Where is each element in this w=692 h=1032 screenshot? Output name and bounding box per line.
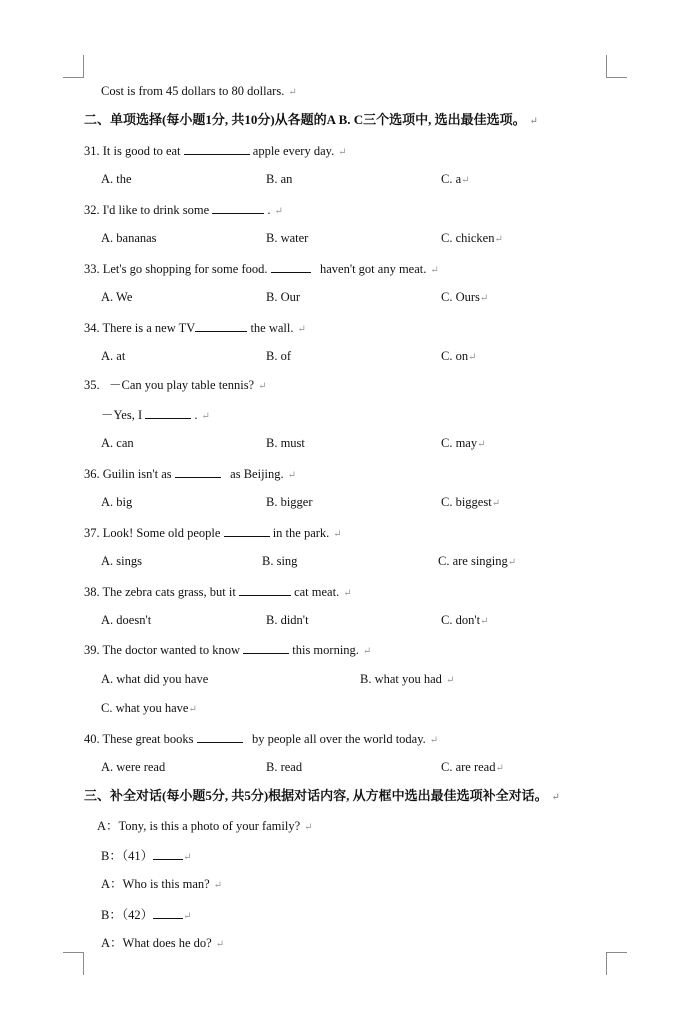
option-b-32: B. water xyxy=(266,231,309,245)
answer-blank[interactable] xyxy=(175,465,221,478)
option-c-38: C. don't↵ xyxy=(441,613,489,627)
paragraph-mark: ↵ xyxy=(479,293,489,304)
paragraph-mark: ↵ xyxy=(494,234,503,245)
crop-mark-bottom-left xyxy=(63,952,84,975)
paragraph-mark: ↵ xyxy=(507,557,517,568)
answer-blank[interactable] xyxy=(145,406,191,419)
option-a-40: A. were read xyxy=(101,760,166,774)
option-a-35: A. can xyxy=(101,436,134,450)
paragraph-mark: ↵ xyxy=(258,381,267,392)
paragraph-mark: ↵ xyxy=(491,498,501,509)
paragraph-mark: ↵ xyxy=(183,911,192,922)
paragraph-mark: ↵ xyxy=(477,439,486,450)
paragraph-mark: ↵ xyxy=(429,735,439,746)
option-b-40: B. read xyxy=(266,760,303,774)
answer-blank[interactable] xyxy=(197,730,243,743)
crop-mark-top-right xyxy=(606,55,627,78)
intro-line: Cost is from 45 dollars to 80 dollars. ↵ xyxy=(101,84,297,98)
paragraph-mark: ↵ xyxy=(213,880,223,891)
dialogue-line-3: A：Who is this man? ↵ xyxy=(101,877,223,891)
paragraph-mark: ↵ xyxy=(288,87,297,98)
question-35: 35. －Can you play table tennis? ↵ xyxy=(84,378,267,392)
crop-mark-bottom-right xyxy=(606,952,627,975)
section3-heading: 三、补全对话(每小题5分, 共5分)根据对话内容, 从方框中选出最佳选项补全对话。 ↵ xyxy=(84,788,561,803)
option-b-39: B. what you had ↵ xyxy=(360,672,455,686)
option-a-34: A. at xyxy=(101,349,126,363)
question-40: 40. These great books by people all over the world today. ↵ xyxy=(84,732,439,746)
paragraph-mark: ↵ xyxy=(297,324,306,335)
option-a-32: A. bananas xyxy=(101,231,157,245)
crop-mark-top-left xyxy=(63,55,84,78)
option-b-37: B. sing xyxy=(262,554,298,568)
option-c-31: C. a↵ xyxy=(441,172,470,186)
question-38: 38. The zebra cats grass, but it cat meat. ↵ xyxy=(84,585,352,599)
paragraph-mark: ↵ xyxy=(529,116,539,127)
option-b-33: B. Our xyxy=(266,290,301,304)
answer-blank[interactable] xyxy=(239,583,291,596)
dialogue-line-2: B：（41） ↵ xyxy=(101,849,192,863)
answer-blank[interactable] xyxy=(195,319,247,332)
paragraph-mark: ↵ xyxy=(343,588,352,599)
paragraph-mark: ↵ xyxy=(495,763,504,774)
question-37: 37. Look! Some old people in the park. ↵ xyxy=(84,526,342,540)
question-39: 39. The doctor wanted to know this morning. ↵ xyxy=(84,643,372,657)
paragraph-mark: ↵ xyxy=(468,352,477,363)
section2-heading: 二、单项选择(每小题1分, 共10分)从各题的A B. C三个选项中, 选出最佳选项。 ↵ xyxy=(84,112,539,127)
option-a-31: A. the xyxy=(101,172,132,186)
option-c-39: C. what you have↵ xyxy=(101,701,197,715)
option-c-37: C. are singing↵ xyxy=(438,554,517,568)
question-31: 31. It is good to eat apple every day. ↵ xyxy=(84,144,347,158)
paragraph-mark: ↵ xyxy=(274,206,283,217)
answer-blank[interactable] xyxy=(184,142,250,155)
option-c-40: C. are read↵ xyxy=(441,760,504,774)
option-a-39: A. what did you have xyxy=(101,672,209,686)
paragraph-mark: ↵ xyxy=(445,675,455,686)
option-a-38: A. doesn't xyxy=(101,613,152,627)
option-b-35: B. must xyxy=(266,436,305,450)
option-b-38: B. didn't xyxy=(266,613,309,627)
paragraph-mark: ↵ xyxy=(338,147,347,158)
option-c-35: C. may↵ xyxy=(441,436,486,450)
paragraph-mark: ↵ xyxy=(480,616,489,627)
paragraph-mark: ↵ xyxy=(304,822,313,833)
option-c-32: C. chicken↵ xyxy=(441,231,503,245)
question-32: 32. I'd like to drink some . ↵ xyxy=(84,203,283,217)
answer-blank[interactable] xyxy=(224,524,270,537)
answer-blank[interactable] xyxy=(243,641,289,654)
question-33: 33. Let's go shopping for some food. haven't got any meat. ↵ xyxy=(84,262,439,276)
option-a-37: A. sings xyxy=(101,554,142,568)
option-b-34: B. of xyxy=(266,349,291,363)
paragraph-mark: ↵ xyxy=(215,939,225,950)
option-c-33: C. Ours↵ xyxy=(441,290,489,304)
answer-blank[interactable] xyxy=(153,847,183,860)
paragraph-mark: ↵ xyxy=(183,852,192,863)
option-c-34: C. on↵ xyxy=(441,349,477,363)
option-a-33: A. We xyxy=(101,290,133,304)
paragraph-mark: ↵ xyxy=(461,175,470,186)
paragraph-mark: ↵ xyxy=(287,470,297,481)
paragraph-mark: ↵ xyxy=(188,704,197,715)
paragraph-mark: ↵ xyxy=(333,529,342,540)
paragraph-mark: ↵ xyxy=(551,792,561,803)
paragraph-mark: ↵ xyxy=(430,265,439,276)
paragraph-mark: ↵ xyxy=(201,411,210,422)
paragraph-mark: ↵ xyxy=(362,646,372,657)
answer-blank[interactable] xyxy=(212,201,264,214)
option-b-31: B. an xyxy=(266,172,293,186)
question-34: 34. There is a new TV the wall. ↵ xyxy=(84,321,306,335)
option-a-36: A. big xyxy=(101,495,133,509)
question-35-reply: －Yes, I . ↵ xyxy=(101,408,210,422)
answer-blank[interactable] xyxy=(271,260,311,273)
option-b-36: B. bigger xyxy=(266,495,313,509)
answer-blank[interactable] xyxy=(153,906,183,919)
dialogue-line-5: A：What does he do? ↵ xyxy=(101,936,225,950)
dialogue-line-1: A：Tony, is this a photo of your family? ↵ xyxy=(97,819,313,833)
option-c-36: C. biggest↵ xyxy=(441,495,501,509)
question-36: 36. Guilin isn't as as Beijing. ↵ xyxy=(84,467,297,481)
dialogue-line-4: B：（42） ↵ xyxy=(101,908,192,922)
